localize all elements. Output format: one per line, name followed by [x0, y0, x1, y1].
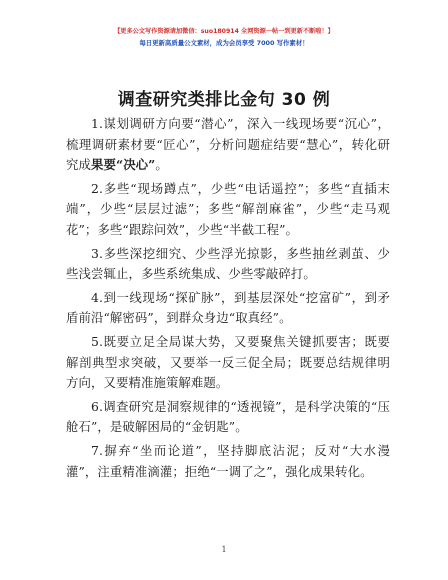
paragraph-1-text: 1.谋划调研方向要“潜心”，深入一线现场要“沉心”，梳理调研素材要“匠心”，分析问题症结要“慧心”，转化研究成 [66, 116, 390, 173]
document-title: 调查研究类排比金句 30 例 [117, 90, 331, 110]
paragraph-1-bold: 果要“决心” [90, 157, 156, 173]
document-body [66, 114, 390, 485]
paragraph-7: 7.摒弃“坐而论道”，坚持脚底沾泥；反对“大水漫灌”，注重精准滴灌；拒绝“一调了之”，强化成果转化。 [66, 442, 390, 479]
paragraph-1-end: 。 [155, 157, 168, 173]
paragraph-3: 3.多些深挖细究、少些浮光掠影，多些抽丝剥茧、少些浅尝辄止，多些系统集成、少些零敲碎打。 [66, 245, 390, 282]
paragraph-1 [66, 114, 390, 176]
paragraph-4: 4.到一线现场“探矿脉”，到基层深处“挖富矿”，到矛盾前沿“解密码”，到群众身边“取真经”。 [66, 289, 390, 326]
promo-banner-line1: 【更多公文写作资源请加微信：suo180914 全网资源一帖一到更新不断啦！】 [114, 28, 334, 35]
paragraph-5: 5.既要立足全局谋大势，又要聚焦关键抓要害；既要解剖典型求突破，又要举一反三促全局；既要总结规律明方向，又要精准施策解难题。 [66, 333, 390, 391]
paragraph-2: 2.多些“现场蹲点”，少些“电话遥控”；多些“直插末端”，少些“层层过滤”；多些“解剖麻雀”，少些“走马观花”；多些“跟踪问效”，少些“半截工程”。 [66, 180, 390, 237]
promo-banner-line2: 每日更新高质量公文素材，成为会员享受 7000 写作素材！ [139, 39, 309, 47]
paragraph-6: 6.调查研究是洞察规律的“透视镜”，是科学决策的“压舱石”，是破解困局的“金钥匙”。 [66, 398, 390, 435]
page-number: 1 [221, 545, 227, 554]
